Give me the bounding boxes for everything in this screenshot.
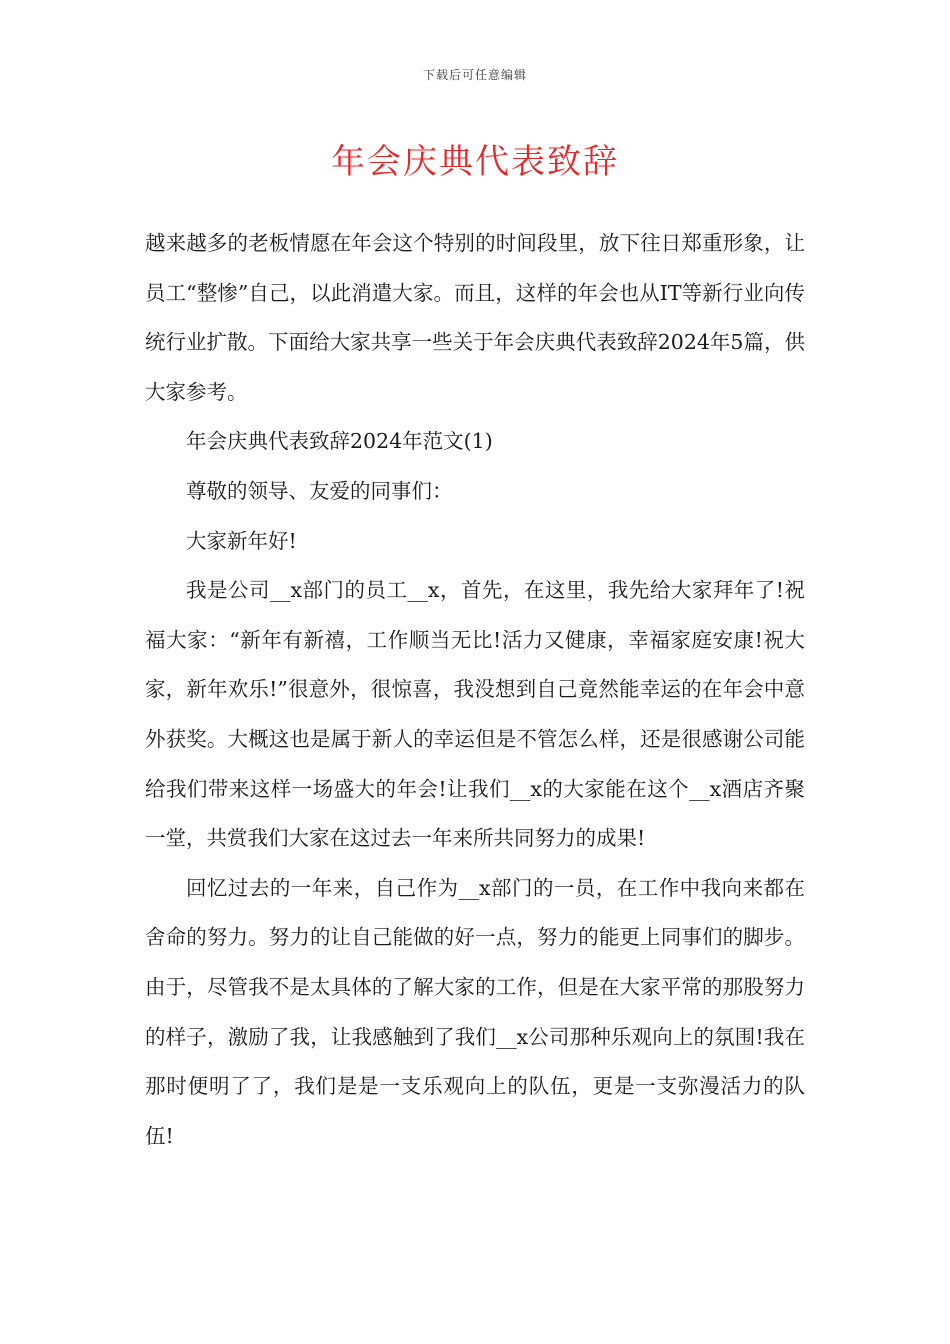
document-title: 年会庆典代表致辞 (331, 142, 619, 182)
paragraph-body-1: 我是公司__x部门的员工__x，首先，在这里，我先给大家拜年了!祝福大家：“新年有新禧，工作顺当无比!活力又健康，幸福家庭安康!祝大家，新年欢乐!”很意外，很惊喜，我没想到自己竟然能幸运的在年会中意外获奖。大概这也是属于新人的幸运但是不管怎么样，还是很感谢公司能给我们带来这样一场盛大的年会!让我们__x的大家能在这个__x酒店齐聚一堂，共赏我们大家在这过去一年来所共同努力的成果! (145, 578, 805, 851)
paragraph-salutation: 尊敬的领导、友爱的同事们： (186, 478, 453, 503)
paragraph-intro: 越来越多的老板情愿在年会这个特别的时间段里，放下往日郑重形象，让员工“整惨”自己，以此消遣大家。而且，这样的年会也从IT等新行业向传统行业扩散。下面给大家共享一些关于年会庆典代表致辞2024年5篇，供大家参考。 (145, 231, 805, 404)
paragraph-body-2: 回忆过去的一年来，自己作为__x部门的一员，在工作中我向来都在舍命的努力。努力的让自己能做的好一点，努力的能更上同事们的脚步。由于，尽管我不是太具体的了解大家的工作，但是在大家平常的那股努力的样子，激励了我，让我感触到了我们__x公司那种乐观向上的氛围!我在那时便明了了，我们是是一支乐观向上的队伍，更是一支弥漫活力的队伍! (145, 875, 805, 1148)
paragraph-greeting: 大家新年好! (186, 528, 297, 553)
paragraph-section-heading: 年会庆典代表致辞2024年范文(1) (186, 429, 493, 454)
document-body (145, 219, 805, 1161)
header-note: 下载后可任意编辑 (422, 68, 527, 82)
